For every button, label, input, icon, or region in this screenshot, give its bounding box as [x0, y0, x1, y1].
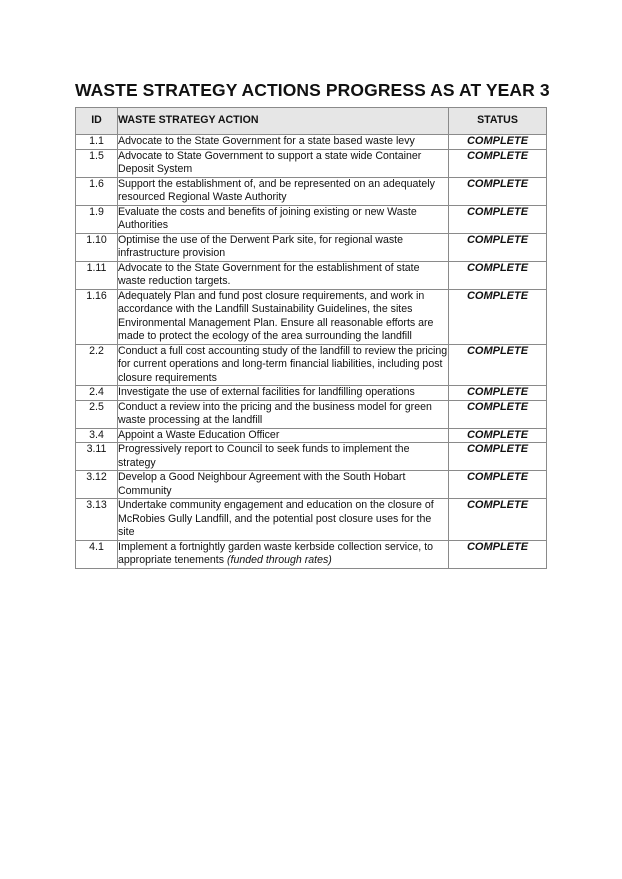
- row-action: Advocate to the State Government for a state based waste levy: [118, 135, 449, 150]
- row-action: Progressively report to Council to seek funds to implement the strategy: [118, 443, 449, 471]
- row-action: [118, 540, 449, 568]
- table-row: [76, 344, 547, 386]
- table-row: [76, 428, 547, 443]
- row-status: COMPLETE: [449, 149, 547, 177]
- row-action-note: (funded through rates): [226, 554, 332, 566]
- table-row: [76, 499, 547, 541]
- table-row: [76, 177, 547, 205]
- row-action: Advocate to State Government to support a state wide Container Deposit System: [118, 149, 449, 177]
- row-id: 3.12: [76, 471, 118, 499]
- row-id: 4.1: [76, 540, 118, 568]
- row-id: 1.11: [76, 261, 118, 289]
- row-status: COMPLETE: [449, 177, 547, 205]
- table-row: [76, 400, 547, 428]
- column-header-action: WASTE STRATEGY ACTION: [118, 108, 449, 135]
- row-action: Advocate to the State Government for the establishment of state waste reduction targets.: [118, 261, 449, 289]
- row-action: Adequately Plan and fund post closure requirements, and work in accordance with the Landfill Sustainability Guidelines, the sites Environmental Management Plan. Ensure all reasonable efforts are made to protect the ecology of the area surrounding the landfill: [118, 289, 449, 344]
- row-action: Conduct a full cost accounting study of the landfill to review the pricing for current operations and long-term financial liabilities, including post closure requirements: [118, 344, 448, 384]
- table-row: [76, 386, 547, 401]
- actions-table: [75, 107, 547, 569]
- row-id: 1.9: [76, 205, 118, 233]
- row-id: 1.5: [76, 149, 118, 177]
- column-header-id: ID: [76, 108, 118, 135]
- table-row: [76, 289, 547, 344]
- row-status: COMPLETE: [449, 499, 547, 541]
- row-status: COMPLETE: [449, 344, 547, 386]
- row-action: Undertake community engagement and education on the closure of McRobies Gully Landfill, and the potential post closure uses for the site: [118, 499, 449, 541]
- row-action: Evaluate the costs and benefits of joining existing or new Waste Authorities: [118, 205, 449, 233]
- table-row: [76, 540, 547, 568]
- row-status: COMPLETE: [449, 540, 547, 568]
- row-id: 3.4: [76, 428, 118, 443]
- row-status: COMPLETE: [449, 205, 547, 233]
- table-row: [76, 443, 547, 471]
- table-header-row: [76, 108, 547, 135]
- column-header-status: STATUS: [449, 108, 547, 135]
- row-id: 2.5: [76, 400, 118, 428]
- row-status: COMPLETE: [449, 289, 547, 344]
- table-row: [76, 205, 547, 233]
- row-id: 1.1: [76, 135, 118, 150]
- row-action: Optimise the use of the Derwent Park site, for regional waste infrastructure provision: [118, 233, 449, 261]
- row-status: COMPLETE: [449, 471, 547, 499]
- row-status: COMPLETE: [449, 400, 547, 428]
- row-action: Investigate the use of external facilities for landfilling operations: [118, 386, 449, 401]
- table-row: [76, 471, 547, 499]
- row-id: 3.13: [76, 499, 118, 541]
- table-row: [76, 233, 547, 261]
- row-action: Conduct a review into the pricing and the business model for green waste processing at the landfill: [118, 400, 449, 428]
- row-id: 1.6: [76, 177, 118, 205]
- row-id: 2.2: [76, 344, 118, 386]
- table-row: [76, 261, 547, 289]
- row-id: 2.4: [76, 386, 118, 401]
- row-status: COMPLETE: [449, 261, 547, 289]
- table-row: [76, 135, 547, 150]
- row-status: COMPLETE: [449, 386, 547, 401]
- row-action: Develop a Good Neighbour Agreement with the South Hobart Community: [118, 471, 449, 499]
- row-id: 1.10: [76, 233, 118, 261]
- page-title: WASTE STRATEGY ACTIONS PROGRESS AS AT YEAR 3: [75, 80, 550, 100]
- row-action: Appoint a Waste Education Officer: [118, 428, 449, 443]
- row-action-text: Implement a fortnightly garden waste kerbside collection service, to appropriate tenements: [118, 540, 434, 566]
- row-status: COMPLETE: [449, 443, 547, 471]
- row-status: COMPLETE: [449, 428, 547, 443]
- row-id: 1.16: [76, 289, 118, 344]
- row-action: Support the establishment of, and be represented on an adequately resourced Regional Waste Authority: [118, 177, 449, 205]
- row-status: COMPLETE: [449, 135, 547, 150]
- row-status: COMPLETE: [449, 233, 547, 261]
- row-id: 3.11: [76, 443, 118, 471]
- table-row: [76, 149, 547, 177]
